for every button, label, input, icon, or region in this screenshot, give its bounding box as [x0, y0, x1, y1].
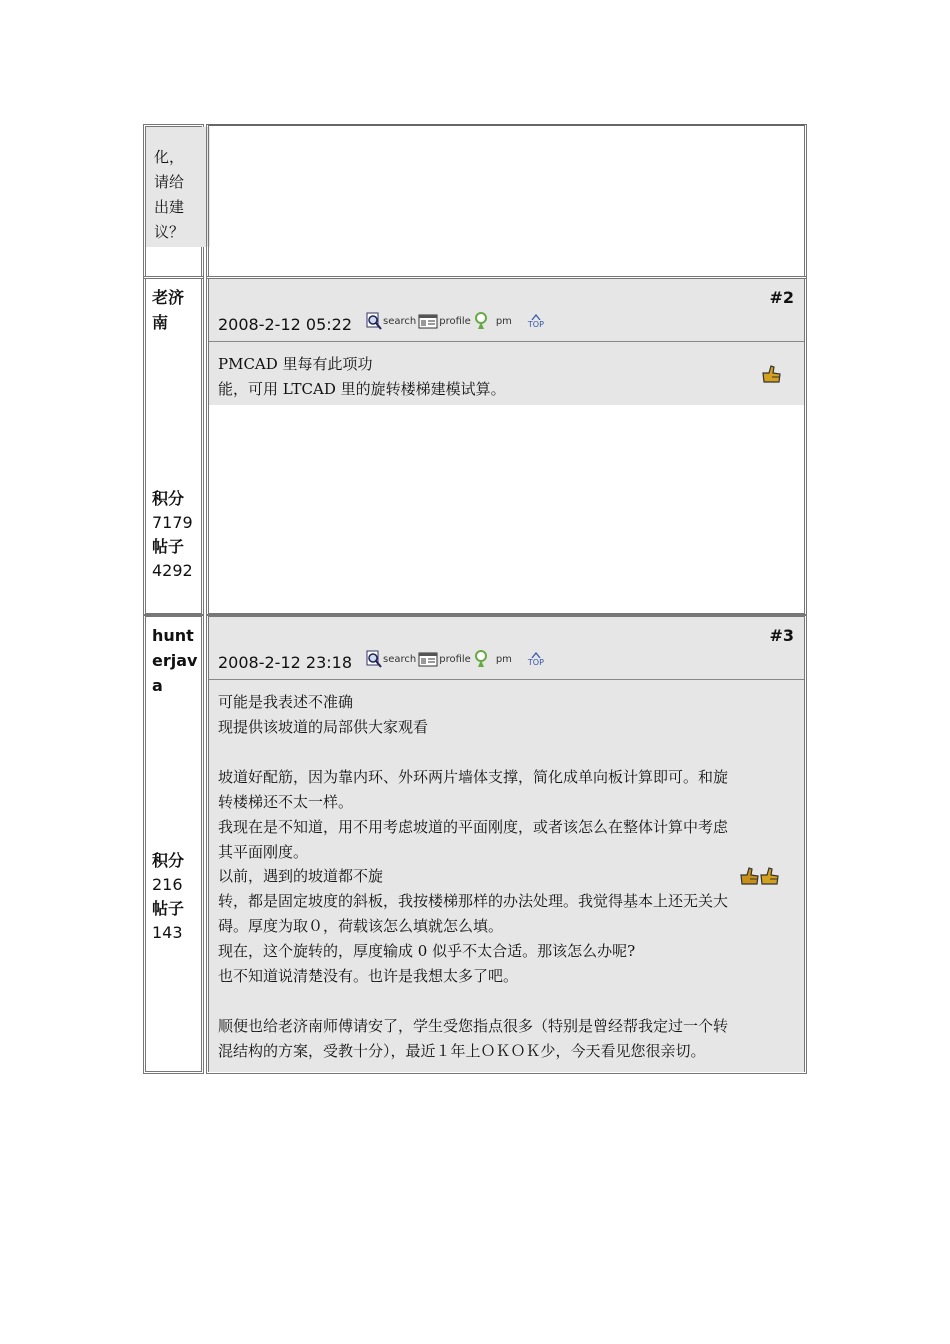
pm-link[interactable]: pm: [473, 650, 512, 668]
post-content-column: [206, 276, 807, 616]
profile-link[interactable]: profile: [418, 651, 471, 667]
search-link[interactable]: search: [366, 650, 416, 668]
post-row-continued: [143, 124, 807, 279]
post-header: [209, 617, 804, 680]
author-stats: 积分 7179 帖子 4292: [152, 489, 193, 580]
top-link[interactable]: TOP: [528, 652, 544, 667]
pm-link[interactable]: pm: [473, 312, 512, 330]
post-content-column: [206, 614, 807, 1074]
post-body: 可能是我表述不准确 现提供该坡道的局部供大家观看 坡道好配筋，因为靠内环、外环两片墙体支撑，简化成单向板计算即可。和旋 转楼梯还不太一样。 我现在是不知道，用不用考虑坡道的平面刚度，或者该怎么在整体计算中考虑 其平面刚度。 以前，遇到的坡道都不旋 转，都是固定坡度的斜板，我按楼梯那样的办法处理。我觉得基本上还无关大 碍。厚度为取０，荷载该怎么填就怎么填。 现在，这个旋转的，厚度输成 0 似乎不太合适。那该怎么办呢? 也不知道说清楚没有。也许是我想太多了吧。 顺便也给老济南师傅请安了，学生受您指点很多（特别是曾经帮我定过一个转 混结构的方案，受教十分），最近１年上ＯＫＯＫ少，今天看见您很亲切。: [209, 680, 804, 1072]
thumbs-up-icon: [738, 866, 760, 886]
author-column: [143, 614, 204, 1074]
post-2: [143, 276, 807, 616]
arrow-up-icon: [531, 314, 541, 320]
magnifier-icon: [366, 650, 382, 668]
post-number[interactable]: #3: [769, 626, 794, 645]
pm-user-icon: [473, 312, 489, 330]
post-toolbar: [366, 312, 544, 330]
author-stats: 积分 216 帖子 143: [152, 851, 185, 942]
post-3: [143, 614, 807, 1074]
search-link[interactable]: search: [366, 312, 416, 330]
profile-card-icon: [418, 313, 438, 329]
magnifier-icon: [366, 312, 382, 330]
post-date: 2008-2-12 23:18: [218, 653, 352, 672]
post-toolbar: [366, 650, 544, 668]
author-name[interactable]: hunt erjav a: [152, 626, 198, 695]
top-link[interactable]: TOP: [528, 314, 544, 329]
post-header: [209, 279, 804, 342]
pm-user-icon: [473, 650, 489, 668]
post-number[interactable]: #2: [769, 288, 794, 307]
post-body: PMCAD 里每有此项功 能，可用 LTCAD 里的旋转楼梯建模试算。: [209, 342, 804, 405]
thumbs-up-icon: [760, 364, 782, 384]
author-name[interactable]: 老济 南: [152, 288, 185, 332]
post-content-column: [206, 124, 807, 279]
profile-card-icon: [418, 651, 438, 667]
post-date: 2008-2-12 05:22: [218, 315, 352, 334]
question-fragment: 化， 请给 出建 议？: [146, 127, 210, 247]
arrow-up-icon: [531, 652, 541, 658]
author-column: [143, 276, 204, 616]
thumbs-up-icon: [758, 866, 780, 886]
author-column: [143, 124, 204, 279]
profile-link[interactable]: profile: [418, 313, 471, 329]
